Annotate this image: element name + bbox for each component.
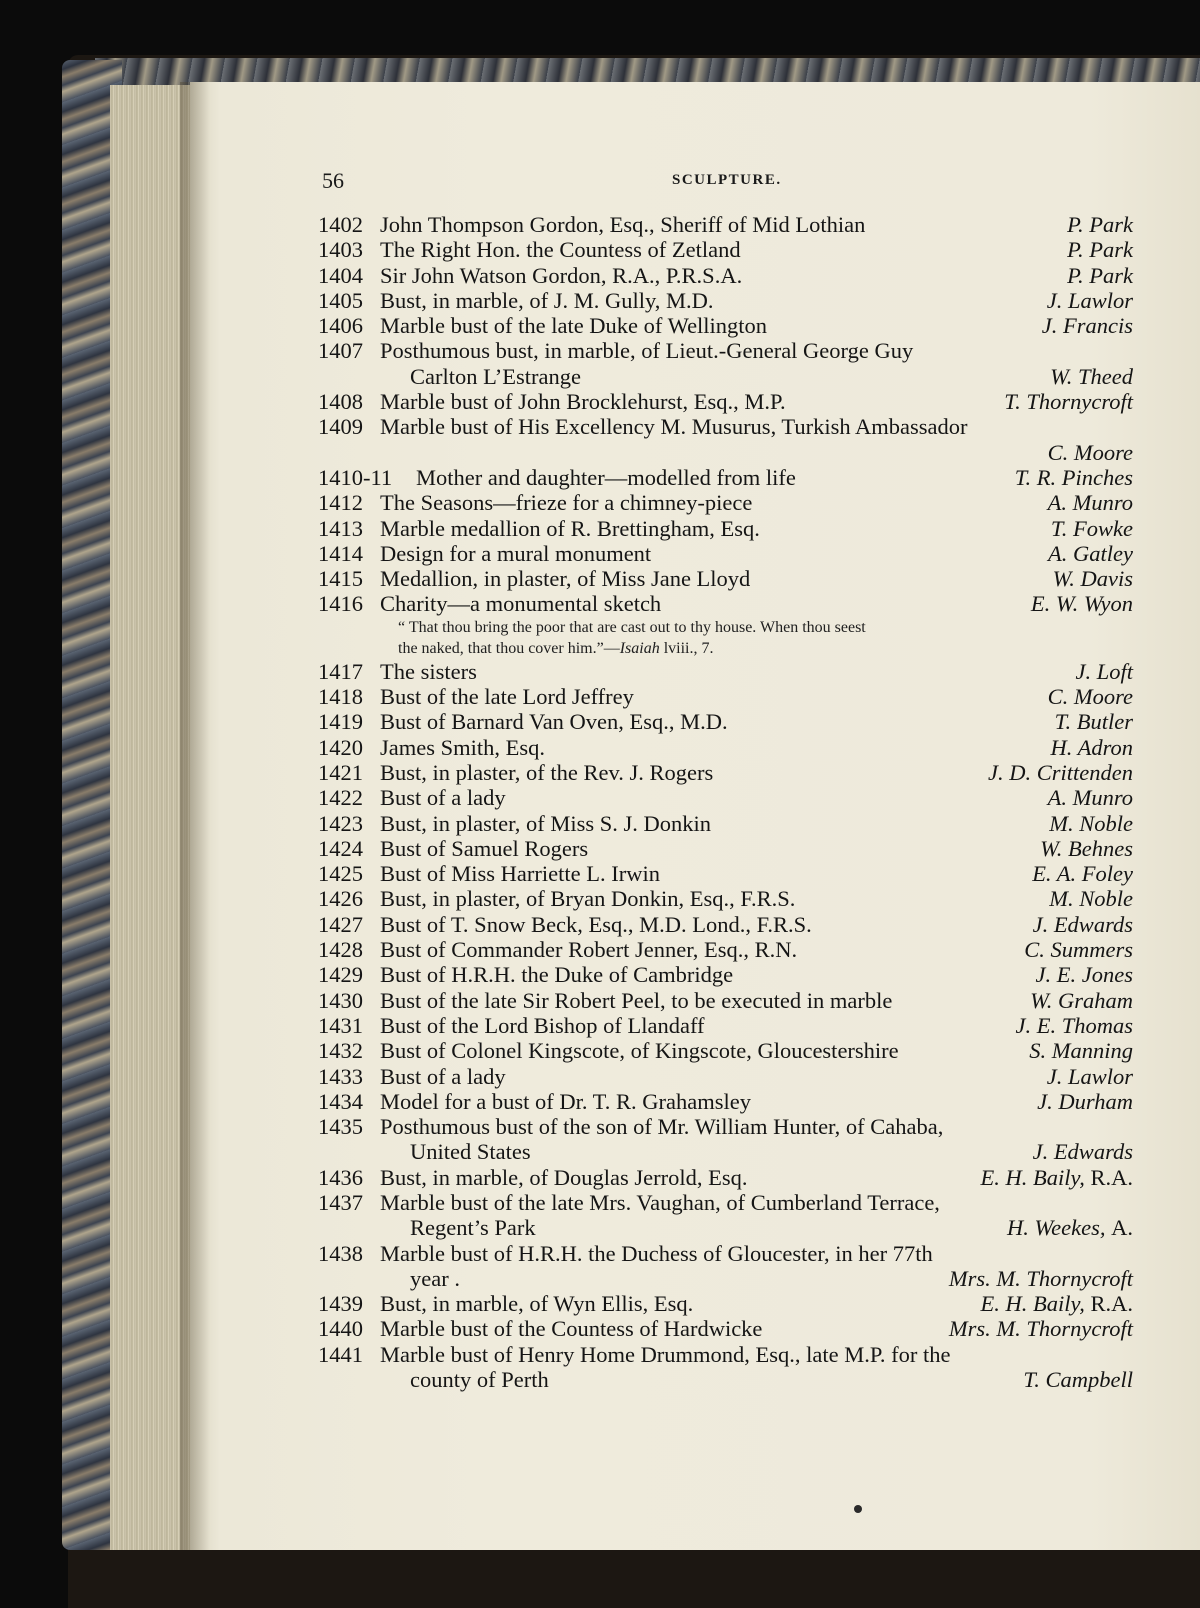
artist-name: T. R. Pinches [1014,464,1133,490]
entry-title: Bust of a lady [380,785,506,811]
catalogue-entry [318,1316,1133,1341]
catalogue-entry [318,1190,1133,1215]
entry-artist [1023,591,1133,616]
artist-name: Mrs. M. Thornycroft [948,1265,1133,1291]
entry-artist [1022,988,1133,1013]
entry-artist [1045,566,1133,591]
entry-number: 1424 [318,835,363,861]
entry-title: Bust, in plaster, of the Rev. J. Rogers [380,759,714,785]
catalogue-entry [318,811,1133,836]
entry-title-continued: county of Perth [410,1367,549,1393]
entry-title: Marble bust of Henry Home Drummond, Esq., late M.P. for the [380,1341,951,1367]
artist-name: J. Lawlor [1046,1063,1133,1089]
entry-title: Marble bust of John Brocklehurst, Esq., M.P. [380,389,786,415]
artist-name: W. Graham [1030,987,1133,1013]
entry-title: Bust, in marble, of Douglas Jerrold, Esq. [380,1164,748,1190]
entry-title: Model for a bust of Dr. T. R. Grahamsley [380,1088,751,1114]
entry-title: Bust of Samuel Rogers [380,835,589,861]
catalogue-entry [318,684,1133,709]
entry-title: Marble bust of the late Mrs. Vaughan, of Cumberland Terrace, [380,1189,940,1215]
entry-artist-line [318,440,1133,465]
entry-artist [1042,735,1133,760]
entry-title: The Right Hon. the Countess of Zetland [380,237,741,263]
catalogue-entry [318,338,1133,363]
quote-reference: lviii., 7. [659,639,714,657]
entry-number: 1438 [318,1240,363,1266]
artist-name: S. Manning [1029,1038,1133,1064]
artist-name: C. Moore [1047,684,1133,710]
entry-number: 1425 [318,861,363,887]
entry-number: 1423 [318,810,363,836]
entry-artist [1008,1013,1134,1038]
entry-artist [1040,440,1133,465]
entry-artist [1024,861,1133,886]
entry-artist [1007,465,1133,490]
entry-continuation-line [318,364,1133,389]
entry-artist [1059,237,1133,262]
entry-artist [999,1215,1133,1240]
entry-title: Bust of Commander Robert Jenner, Esq., R.N. [380,937,798,963]
quote-source: Isaiah [619,639,660,657]
entry-continuation-line [318,1367,1133,1392]
catalogue-entry [318,912,1133,937]
entry-title: Marble bust of His Excellency M. Musurus, Turkish Ambassador [380,414,968,440]
catalogue-entry [318,886,1133,911]
artist-name: J. Lawlor [1046,287,1133,313]
artist-name: H. Adron [1050,734,1133,760]
entry-title: Bust, in plaster, of Bryan Donkin, Esq., F.R.S. [380,886,796,912]
catalogue-entry [318,541,1133,566]
entry-artist [1016,937,1133,962]
entry-number: 1403 [318,237,363,263]
catalogue-entry [318,313,1133,338]
catalogue-entry [318,288,1133,313]
scripture-quote-line-1: “ That thou bring the poor that are cast out to thy house. When thou seest [398,618,866,636]
catalogue-entries [318,212,1133,1392]
entry-artist [1040,785,1133,810]
entry-number: 1429 [318,962,363,988]
entry-number: 1416 [318,591,363,617]
catalogue-entry [318,1038,1133,1063]
entry-title: Bust of H.R.H. the Duke of Cambridge [380,962,734,988]
catalogue-entry [318,659,1133,684]
artist-degree: A. [1111,1215,1133,1241]
entry-title: James Smith, Esq. [380,734,546,760]
entry-title: Bust, in marble, of Wyn Ellis, Esq. [380,1291,694,1317]
artist-name: E. A. Foley [1032,861,1133,887]
artist-name: E. H. Baily, [980,1164,1085,1190]
entry-artist [1041,811,1133,836]
quote-text: the naked, that thou cover him.”— [398,639,620,657]
catalogue-entry [318,1342,1133,1367]
entry-number: 1422 [318,785,363,811]
entry-artist [1040,684,1133,709]
entry-number: 1415 [318,566,363,592]
entry-artist [1040,541,1133,566]
entry-number: 1409 [318,414,363,440]
entry-number: 1402 [318,212,363,237]
entry-artist [1047,709,1133,734]
artist-name: Mrs. M. Thornycroft [948,1316,1133,1342]
ink-dot [854,1505,862,1513]
artist-name: J. Loft [1075,658,1133,684]
scripture-quote-line-2 [318,638,1133,659]
artist-name: W. Davis [1052,566,1133,592]
entry-artist [1032,836,1133,861]
artist-name: J. Edwards [1032,1139,1133,1165]
entry-artist [973,1165,1134,1190]
entry-artist [980,760,1133,785]
entry-title: Bust of T. Snow Beck, Esq., M.D. Lond., F.R.S. [380,911,812,937]
entry-artist [1025,912,1133,937]
artist-name: W. Behnes [1040,835,1133,861]
entry-continuation-line [318,1139,1133,1164]
entry-number: 1406 [318,313,363,339]
catalogue-entry [318,389,1133,414]
catalogue-entry [318,785,1133,810]
catalogue-entry [318,735,1133,760]
catalogue-entry [318,1291,1133,1316]
entry-number: 1405 [318,287,363,313]
entry-number: 1404 [318,262,363,288]
entry-artist [1059,212,1133,237]
entry-title-continued: United States [410,1139,531,1165]
entry-title-continued: Regent’s Park [410,1215,536,1241]
artist-name: A. Munro [1047,490,1133,516]
entry-artist [1025,1139,1133,1164]
artist-name: P. Park [1067,212,1133,237]
entry-number: 1407 [318,338,363,364]
artist-name: A. Gatley [1048,540,1133,566]
entry-title: The sisters [380,658,477,684]
catalogue-entry [318,988,1133,1013]
entry-title: Design for a mural monument [380,540,652,566]
artist-name: C. Moore [1047,439,1133,465]
artist-name: J. Edwards [1032,911,1133,937]
spine-shadow [180,82,210,1550]
catalogue-entry [318,962,1133,987]
entry-title-continued: year . [410,1265,460,1291]
entry-artist [1029,1089,1133,1114]
entry-title: Bust of Miss Harriette L. Irwin [380,861,660,887]
entry-number: 1440 [318,1316,363,1342]
running-head: SCULPTURE. [672,172,782,188]
entry-number: 1427 [318,911,363,937]
artist-name: T. Campbell [1023,1367,1133,1393]
catalogue-entry [318,861,1133,886]
artist-name: T. Thornycroft [1004,389,1133,415]
catalogue-entry [318,516,1133,541]
artist-name: J. E. Jones [1035,962,1133,988]
entry-artist [1040,490,1133,515]
entry-number: 1439 [318,1291,363,1317]
entry-title-continued: Carlton L’Estrange [410,363,582,389]
catalogue-entry [318,1089,1133,1114]
entry-artist [1043,516,1133,541]
entry-artist [1039,1064,1133,1089]
catalogue-entry [318,1114,1133,1139]
entry-title: Bust of the late Lord Jeffrey [380,684,634,710]
entry-title: Posthumous bust of the son of Mr. William Hunter, of Cahaba, [380,1114,944,1140]
entry-title: Posthumous bust, in marble, of Lieut.-General George Guy [380,338,914,364]
catalogue-entry [318,490,1133,515]
entry-title: Marble medallion of R. Brettingham, Esq. [380,515,760,541]
artist-name: J. D. Crittenden [988,759,1133,785]
entry-title: Bust of the Lord Bishop of Llandaff [380,1012,705,1038]
entry-title: The Seasons—frieze for a chimney-piece [380,490,753,516]
artist-name: C. Summers [1024,937,1133,963]
artist-name: M. Noble [1049,886,1133,912]
artist-degree: R.A. [1090,1164,1133,1190]
entry-number: 1421 [318,759,363,785]
artist-name: T. Fowke [1050,515,1133,541]
artist-name: W. Theed [1050,363,1133,389]
entry-artist [1067,659,1133,684]
entry-number: 1431 [318,1012,363,1038]
entry-number: 1420 [318,734,363,760]
catalogue-entry [318,709,1133,734]
catalogue-entry [318,263,1133,288]
entry-title: Bust of Colonel Kingscote, of Kingscote, Gloucestershire [380,1038,899,1064]
catalogue-entry [318,1241,1133,1266]
entry-continuation-line [318,1266,1133,1291]
artist-name: M. Noble [1049,810,1133,836]
catalogue-entry [318,212,1133,237]
artist-name: T. Butler [1054,709,1133,735]
entry-title: Bust, in marble, of J. M. Gully, M.D. [380,287,714,313]
entry-artist [1041,886,1133,911]
catalogue-entry [318,591,1133,616]
entry-title: Bust of the late Sir Robert Peel, to be executed in marble [380,987,893,1013]
entry-number: 1419 [318,709,363,735]
catalogue-entry [318,760,1133,785]
entry-title: Medallion, in plaster, of Miss Jane Lloyd [380,566,751,592]
entry-title: Marble bust of H.R.H. the Duchess of Gloucester, in her 77th [380,1240,933,1266]
entry-artist [1059,263,1133,288]
entry-title: Mother and daughter—modelled from life [416,464,796,490]
artist-name: P. Park [1067,237,1133,263]
entry-artist [1028,962,1133,987]
entry-title: John Thompson Gordon, Esq., Sheriff of Mid Lothian [380,212,866,237]
entry-number: 1426 [318,886,363,912]
catalogue-entry [318,1165,1133,1190]
catalogue-entry [318,1013,1133,1038]
entry-number: 1418 [318,684,363,710]
entry-number: 1412 [318,490,363,516]
entry-number: 1410-11 [318,464,393,490]
entry-title: Bust, in plaster, of Miss S. J. Donkin [380,810,711,836]
catalogue-entry [318,937,1133,962]
entry-title: Bust of Barnard Van Oven, Esq., M.D. [380,709,728,735]
entry-number: 1408 [318,389,363,415]
entry-number: 1414 [318,540,363,566]
catalogue-entry [318,237,1133,262]
artist-name: J. Durham [1037,1088,1133,1114]
artist-name: E. H. Baily, [980,1291,1085,1317]
entry-number: 1434 [318,1088,363,1114]
entry-artist [1034,313,1133,338]
entry-number: 1432 [318,1038,363,1064]
artist-name: J. E. Thomas [1015,1012,1133,1038]
entry-artist [1021,1038,1133,1063]
catalogue-entry [318,836,1133,861]
artist-name: E. W. Wyon [1030,591,1133,617]
entry-artist [941,1266,1133,1291]
entry-number: 1430 [318,987,363,1013]
artist-name: H. Weekes, [1006,1215,1106,1241]
entry-title: Sir John Watson Gordon, R.A., P.R.S.A. [380,262,743,288]
entry-title: Bust of a lady [380,1063,506,1089]
entry-number: 1433 [318,1063,363,1089]
artist-name: A. Munro [1047,785,1133,811]
entry-number: 1413 [318,515,363,541]
artist-name: P. Park [1067,262,1133,288]
entry-title: Charity—a monumental sketch [380,591,662,617]
entry-number: 1436 [318,1164,363,1190]
page-number: 56 [322,168,344,193]
entry-artist [1039,288,1133,313]
entry-number: 1435 [318,1114,363,1140]
entry-number: 1437 [318,1189,363,1215]
entry-continuation-line [318,1215,1133,1240]
entry-number: 1417 [318,658,363,684]
catalogue-entry [318,1064,1133,1089]
entry-title: Marble bust of the Countess of Hardwicke [380,1316,763,1342]
entry-artist [941,1316,1133,1341]
entry-artist [1042,364,1133,389]
artist-name: J. Francis [1041,313,1133,339]
catalogue-entry [318,414,1133,439]
artist-degree: R.A. [1090,1291,1133,1317]
catalogue-entry [318,465,1133,490]
entry-title: Marble bust of the late Duke of Wellington [380,313,768,339]
entry-artist [973,1291,1134,1316]
entry-number: 1441 [318,1341,363,1367]
catalogue-entry [318,566,1133,591]
entry-number: 1428 [318,937,363,963]
entry-artist [996,389,1133,414]
entry-artist [1015,1367,1133,1392]
